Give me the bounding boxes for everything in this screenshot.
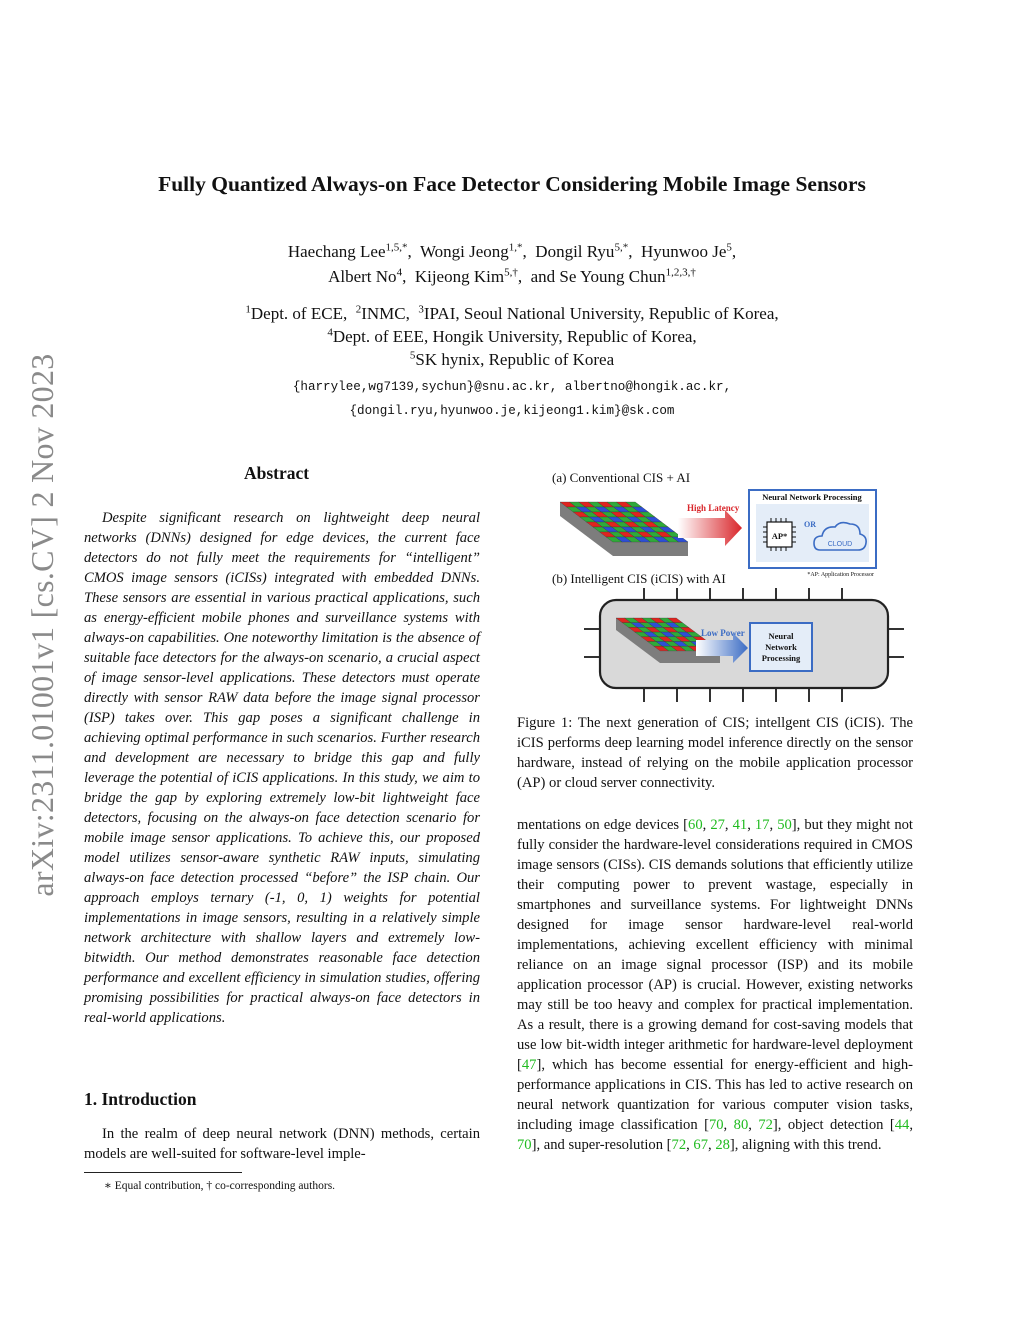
or-label: OR — [804, 520, 816, 529]
body-text: ], aligning with this trend. — [729, 1137, 882, 1153]
panel-b-label: (b) Intelligent CIS (iCIS) with AI — [552, 571, 726, 586]
citation-link[interactable]: 72 — [758, 1117, 773, 1133]
affil-text: INMC, — [361, 304, 410, 323]
affil-sup: 3 — [418, 303, 424, 316]
citation-separator: , — [702, 817, 711, 833]
footnote-rule — [84, 1172, 242, 1173]
citation-separator: , — [769, 817, 778, 833]
author-sup: 5 — [726, 241, 732, 254]
citation-link[interactable]: 70 — [517, 1137, 532, 1153]
arxiv-stamp: arXiv:2311.01001v1 [cs.CV] 2 Nov 2023 — [24, 353, 60, 897]
panel-a-label: (a) Conventional CIS + AI — [552, 470, 691, 485]
affil-sup: 2 — [355, 303, 362, 316]
author-name: Albert No — [328, 267, 397, 286]
affil-text: Dept. of ECE, — [250, 304, 348, 323]
body-text: ], which has become essential for energy-efficient and high-performance applications in CIS. This has led to active research on neural network quantization for various computer vision tasks, including image classification [ — [517, 1057, 913, 1133]
citation-link[interactable]: 44 — [894, 1117, 910, 1133]
author-name: Hyunwoo Je — [640, 242, 727, 261]
citation-link[interactable]: 27 — [710, 817, 725, 833]
email-line-1: {harrylee,wg7139,sychun}@snu.ac.kr, albertno@hongik.ac.kr, — [292, 380, 732, 394]
citation-link[interactable]: 28 — [715, 1137, 730, 1153]
affil-sup: 4 — [327, 326, 333, 339]
right-column-body — [517, 815, 913, 1155]
authors-line-1: Haechang Lee$^{1,5,*}$, Wongi Jeong$^{1,*}$, Dongil Ryu$^{5,*}$, Hyunwoo Je$^5$, — [287, 241, 737, 261]
cloud-label: CLOUD — [827, 541, 853, 548]
author-name: Dongil Ryu — [535, 242, 615, 261]
author-sup: 1,2,3,† — [665, 266, 696, 279]
authors-line-2: Albert No$^4$, Kijeong Kim$^{5,\dagger}$, and Se Young Chun$^{1,2,3,\dagger}$ — [328, 266, 696, 286]
nnp-box-title: Neural Network Processing — [762, 492, 862, 502]
email-line-2: {dongil.ryu,hyunwoo.je,kijeong1.kim}@sk.com — [349, 404, 675, 418]
citation-separator: , — [708, 1137, 716, 1153]
footnote: ∗ Equal contribution, † co-corresponding authors. — [104, 1180, 336, 1192]
citation-link[interactable]: 47 — [521, 1057, 537, 1073]
affil-text: IPAI, Seoul National University, Republic of Korea, — [423, 304, 779, 323]
nnp-b-line2: Network — [765, 642, 797, 652]
author-sup: 5,† — [504, 266, 518, 279]
citation-group — [672, 1137, 730, 1153]
affiliation-line-1 — [80, 302, 944, 325]
affil-text: SK hynix, Republic of Korea — [415, 350, 615, 369]
citation-link[interactable]: 41 — [732, 817, 748, 833]
body-text: mentations on edge devices [ — [517, 817, 689, 833]
citation-link[interactable]: 67 — [693, 1137, 709, 1153]
body-text: ], object detection [ — [772, 1117, 895, 1133]
figure-1 — [520, 466, 924, 710]
affiliation-line-2 — [80, 325, 944, 348]
affil-sup: 1 — [245, 303, 251, 316]
nnp-b-line1: Neural — [768, 631, 794, 641]
high-latency-label: High Latency — [687, 503, 740, 513]
paper-title: Fully Quantized Always-on Face Detector Considering Mobile Image Sensors — [158, 172, 866, 196]
author-sup: 1,5,* — [385, 241, 408, 254]
affil-text: Dept. of EEE, Hongik University, Republic of Korea, — [332, 327, 697, 346]
body-text: ], and super-resolution [ — [531, 1137, 672, 1153]
nnp-b-line3: Processing — [761, 653, 801, 663]
citation-separator: , — [748, 1117, 759, 1133]
citation-group — [709, 1117, 773, 1133]
high-latency-arrow-icon — [678, 510, 742, 546]
author-sup: 1,* — [508, 241, 523, 254]
citation-separator: , — [747, 817, 755, 833]
body-text: ], but they might not fully consider the hardware-level considerations required in CMOS image sensors (CISs). CIS demands solutions that efficiently utilize their computing power to prevent wastage, especially in smartphones and surveillance systems. For lightweight DNNs designed for image sensor hardware-level real-world implementations, achieving excellent efficiency with minimal reliance on an image signal processor (ISP) and its mobile application processor (AP) is crucial. However, existing networks may still be too heavy and complex for practical implementation. As a result, there is a growing demand for cost-saving models that use low bit-width integer arithmetic for hardware-level deployment [ — [517, 817, 913, 1073]
author-name: Haechang Lee — [287, 242, 386, 261]
citation-link[interactable]: 50 — [777, 817, 792, 833]
figure-1-caption: Figure 1: The next generation of CIS; intellgent CIS (iCIS). The iCIS performs deep learning model inference directly on the sensor hardware, instead of relying on the mobile application processor (AP) or cloud server connectivity. — [517, 715, 913, 791]
citation-link[interactable]: 17 — [754, 817, 770, 833]
citation-group — [688, 817, 792, 833]
low-power-label: Low Power — [701, 628, 745, 638]
abstract-body: Despite significant research on lightweight deep neural networks (DNNs) designed for edge devices, the current face detectors do not fully meet the requirements for “intelligent” CMOS image sensors (iCISs) integrated with embedded DNNs. These sensors are essential in various practical applications, such as energy-efficient mobile phones and surveillance systems with always-on capabilities. One noteworthy limitation is the absence of suitable face detectors for the always-on scenario, a crucial aspect of image sensor-level applications. These detectors must operate directly with sensor RAW data before the image signal processor (ISP) takes over. This gap poses a significant challenge in achieving optimal performance in such scenarios. Further research and development are necessary to bridge this gap and fully leverage the potential of iCIS applications. In this study, we aim to bridge the gap by exploring extremely low-bit lightweight face detectors, focusing on the always-on face detection scenario for mobile image sensor applications. To achieve this, our proposed model utilizes sensor-aware synthetic RAW inputs, simulating always-on face detection processed “before” the ISP chain. Our approach employs ternary (-1, 0, 1) weights for potential implementations in image sensors, resulting in a relatively simple network architecture with shallow layers and extremely low-bitwidth. Our method demonstrates reasonable face detection performance and excellent efficiency in simulation studies, offering promising possibilities for practical always-on face detectors in real-world applications. — [84, 510, 480, 1026]
section-heading-introduction: 1. Introduction — [84, 1089, 197, 1109]
citation-link[interactable]: 80 — [733, 1117, 749, 1133]
ap-chip-label: AP* — [771, 531, 788, 541]
author-sup: 4 — [396, 266, 403, 279]
author-name: Wongi Jeong — [419, 242, 509, 261]
author-name: and Se Young Chun — [530, 267, 666, 286]
figure-1-diagram — [520, 466, 924, 710]
ap-footnote: *AP: Application Processor — [807, 572, 874, 578]
citation-separator: , — [724, 817, 733, 833]
citation-separator: , — [909, 1117, 913, 1133]
abstract-heading: Abstract — [244, 463, 310, 483]
citation-separator: , — [686, 1137, 694, 1153]
affiliation-line-3 — [80, 348, 944, 371]
citation-link[interactable]: 60 — [688, 817, 703, 833]
affil-sup: 5 — [409, 349, 416, 362]
citation-separator: , — [723, 1117, 734, 1133]
author-name: Kijeong Kim — [414, 267, 505, 286]
citation-link[interactable]: 72 — [671, 1137, 687, 1153]
citation-link[interactable]: 70 — [708, 1117, 724, 1133]
author-sup: 5,* — [614, 241, 629, 254]
introduction-body: In the realm of deep neural network (DNN) methods, certain models are well-suited for software-level imple- — [84, 1126, 480, 1162]
